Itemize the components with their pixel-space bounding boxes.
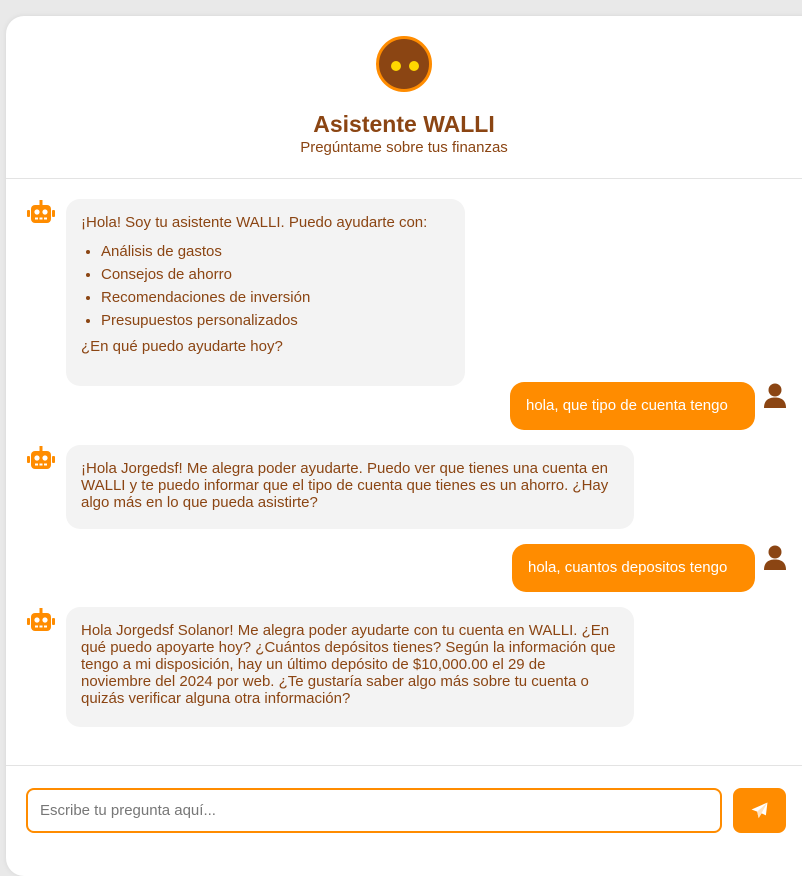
bot-message-intro: ¡Hola! Soy tu asistente WALLI. Puedo ayudarte con:	[81, 214, 428, 231]
paper-plane-icon	[751, 802, 768, 819]
logo-eye-left	[391, 61, 401, 71]
chat-title: Asistente WALLI	[313, 111, 495, 137]
logo-eye-right	[409, 61, 419, 71]
capabilities-list	[81, 240, 450, 332]
bot-message	[66, 199, 465, 386]
chat-subtitle: Pregúntame sobre tus finanzas	[300, 139, 508, 156]
user-message: hola, que tipo de cuenta tengo	[510, 382, 755, 430]
robot-icon	[26, 445, 56, 475]
send-button[interactable]	[733, 788, 786, 833]
list-item: • Presupuestos personalizados	[101, 309, 450, 332]
user-icon	[761, 382, 791, 412]
walli-logo	[376, 36, 432, 92]
list-item: • Consejos de ahorro	[101, 263, 450, 286]
bot-message: ¡Hola Jorgedsf! Me alegra poder ayudarte. Puedo ver que tienes una cuenta en WALLI y te puedo informar que el tipo de cuenta que tienes es un ahorro. ¿Hay algo más en lo que pueda asistirte?	[66, 445, 634, 529]
robot-icon	[26, 199, 56, 229]
chat-header	[6, 16, 802, 179]
message-list[interactable]	[6, 179, 802, 765]
user-message: hola, cuantos depositos tengo	[512, 544, 755, 592]
question-input[interactable]	[26, 788, 722, 833]
chat-window	[6, 16, 802, 876]
robot-icon	[26, 607, 56, 637]
list-item: • Análisis de gastos	[101, 240, 450, 263]
bot-message-outro: ¿En qué puedo ayudarte hoy?	[81, 338, 283, 355]
bot-message: Hola Jorgedsf Solanor! Me alegra poder ayudarte con tu cuenta en WALLI. ¿En qué puedo apoyarte hoy? ¿Cuántos depósitos tienes? Según la información que tengo a mi disposición, hay un último depósito de $10,000.00 el 29 de noviembre del 2024 por web. ¿Te gustaría saber algo más sobre tu cuenta o quizás verificar alguna otra información?	[66, 607, 634, 727]
list-item: • Recomendaciones de inversión	[101, 286, 450, 309]
user-icon	[761, 544, 791, 574]
composer	[6, 765, 802, 866]
